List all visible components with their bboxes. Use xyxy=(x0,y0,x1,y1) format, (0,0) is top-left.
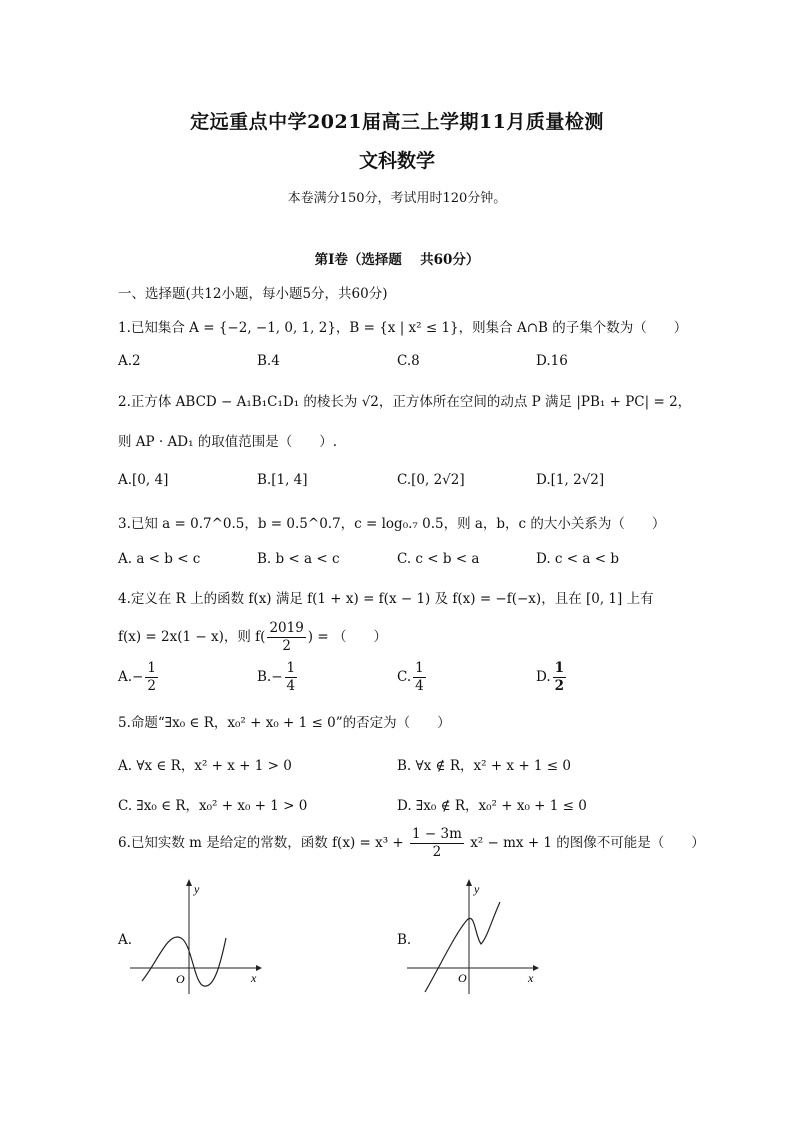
q3-option-b: B. b < a < c xyxy=(257,551,340,567)
q4-option-d xyxy=(536,660,568,695)
question-text: 命题“∃x₀ ∈ R，x₀² + x₀ + 1 ≤ 0”的否定为（ ） xyxy=(130,715,451,731)
y-axis-arrow xyxy=(466,879,472,886)
question-number: 4. xyxy=(118,591,131,607)
q2-option-a: A.[0, 4] xyxy=(118,472,169,488)
q5-option-b: B. ∀x ∉ R，x² + x + 1 ≤ 0 xyxy=(397,758,572,774)
fraction-numerator: 1 xyxy=(415,660,424,676)
x-axis-label: x xyxy=(528,971,534,985)
q6-graph-b-label: B. xyxy=(397,932,412,948)
fraction-denominator: 2 xyxy=(147,678,156,694)
question-text-pre: 已知实数 m 是给定的常数，函数 f(x) = x³ + xyxy=(130,835,409,851)
fraction-denominator: 2 xyxy=(554,678,565,694)
option-sign: − xyxy=(132,669,144,685)
option-fraction xyxy=(553,660,566,695)
q3-option-c: C. c < b < a xyxy=(397,551,480,567)
q2-option-b: B.[1, 4] xyxy=(257,472,308,488)
question-2 xyxy=(118,390,691,410)
q1-option-a: A.2 xyxy=(118,353,141,369)
y-axis-label: y xyxy=(474,882,480,896)
q2-option-c: C.[0, 2√2] xyxy=(397,472,465,488)
question-text-line-1: 定义在 R 上的函数 f(x) 满足 f(1 + x) = f(x − 1) 及 f(x) = −f(−x)，且在 [0, 1] 上有 xyxy=(130,591,654,607)
question-number: 1. xyxy=(118,320,131,336)
q5-option-a: A. ∀x ∈ R，x² + x + 1 > 0 xyxy=(118,758,292,774)
fraction-denominator: 2 xyxy=(432,844,442,860)
question-text-post: x² − mx + 1 的图像不可能是（ ） xyxy=(465,835,705,851)
q5-option-d: D. ∃x₀ ∉ R，x₀² + x₀ + 1 ≤ 0 xyxy=(397,798,587,814)
question-3 xyxy=(118,512,665,532)
subject-title: 文科数学 xyxy=(358,150,435,172)
question-6 xyxy=(118,826,705,861)
fraction-numerator: 1 xyxy=(147,660,156,676)
q4-option-a xyxy=(118,660,160,695)
question-text: 已知 a = 0.7^0.5，b = 0.5^0.7，c = log₀.₇ 0.5，则 a，b，c 的大小关系为（ ） xyxy=(130,516,666,532)
q2-option-d: D.[1, 2√2] xyxy=(536,472,605,488)
q3-option-d: D. c < a < b xyxy=(536,551,619,567)
section-heading: 一、选择题(共12小题，每小题5分，共60分) xyxy=(118,286,388,302)
option-label: D. xyxy=(536,669,551,685)
q6-graph-a xyxy=(128,876,263,996)
question-number: 2. xyxy=(118,394,131,410)
q6-fraction xyxy=(410,826,464,861)
exam-title: 定远重点中学2021届高三上学期11月质量检测 xyxy=(190,111,604,133)
fraction-denominator: 4 xyxy=(415,678,424,694)
q4-fraction xyxy=(267,620,305,655)
fraction-denominator: 2 xyxy=(282,638,291,654)
fraction-denominator: 4 xyxy=(286,678,296,694)
fraction-numerator: 1 − 3m xyxy=(412,826,462,842)
option-fraction xyxy=(285,660,298,695)
q3-option-a: A. a < b < c xyxy=(118,551,201,567)
part-title: 第Ⅰ卷（选择题 共60分） xyxy=(314,252,480,268)
option-label: B. xyxy=(257,669,272,685)
question-4-line-2 xyxy=(118,620,387,655)
x-axis-arrow xyxy=(256,965,262,971)
question-5 xyxy=(118,711,451,731)
option-fraction xyxy=(145,660,158,695)
y-axis-label: y xyxy=(194,882,200,896)
q4-option-c xyxy=(397,660,428,695)
q1-option-b: B.4 xyxy=(257,353,280,369)
x-axis-arrow xyxy=(533,965,539,971)
q4-line2-pre: f(x) = 2x(1 − x)，则 f( xyxy=(118,629,266,645)
question-number: 5. xyxy=(118,715,131,731)
question-2-line-2: 则 AP · AD₁ 的取值范围是（ ）. xyxy=(118,434,338,450)
exam-note: 本卷满分150分，考试用时120分钟。 xyxy=(287,191,507,206)
option-fraction xyxy=(413,660,426,695)
fraction-numerator: 1 xyxy=(554,660,565,676)
fraction-numerator: 2019 xyxy=(269,620,304,636)
question-text-line-1: 正方体 ABCD − A₁B₁C₁D₁ 的棱长为 √2，正方体所在空间的动点 P 满足 |PB₁ + PC| = 2， xyxy=(130,394,692,410)
q4-option-b xyxy=(257,660,299,695)
question-4 xyxy=(118,587,654,607)
option-sign: − xyxy=(271,669,283,685)
q6-graph-a-label: A. xyxy=(118,932,133,948)
option-label: A. xyxy=(118,669,133,685)
origin-label: O xyxy=(176,972,185,986)
y-axis-arrow xyxy=(186,879,192,886)
origin-label: O xyxy=(458,971,467,985)
x-axis-label: x xyxy=(251,971,257,985)
q1-option-c: C.8 xyxy=(397,353,420,369)
q1-option-d: D.16 xyxy=(536,353,568,369)
q6-graph-b xyxy=(405,876,540,996)
question-text: 已知集合 A = {−2, −1, 0, 1, 2}，B = {x | x² ≤ 1}，则集合 A∩B 的子集个数为（ ） xyxy=(130,320,688,336)
option-label: C. xyxy=(397,669,412,685)
fraction-numerator: 1 xyxy=(286,660,296,676)
q5-option-c: C. ∃x₀ ∈ R，x₀² + x₀ + 1 > 0 xyxy=(118,798,308,814)
q4-line2-post: ) = （ ） xyxy=(307,629,387,645)
question-number: 3. xyxy=(118,516,131,532)
question-1 xyxy=(118,316,687,336)
question-number: 6. xyxy=(118,835,131,851)
